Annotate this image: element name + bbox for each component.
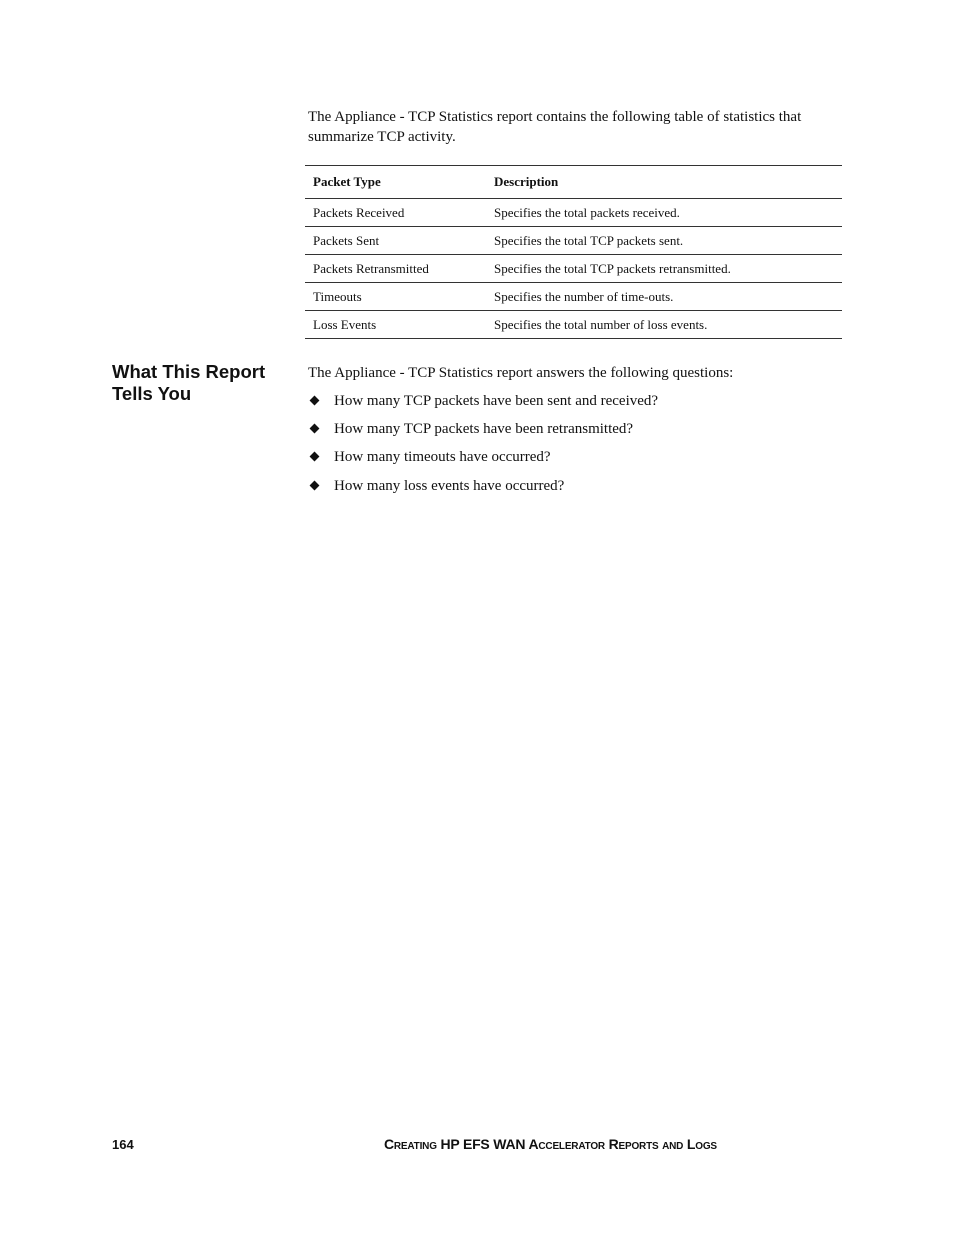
list-item-text: How many TCP packets have been sent and received?	[334, 393, 659, 409]
list-item	[308, 476, 838, 504]
intro-paragraph: The Appliance - TCP Statistics report contains the following table of statistics that summarize TCP activity.	[308, 109, 802, 145]
tcp-statistics-table	[305, 165, 842, 339]
table-row	[305, 227, 842, 255]
description-cell: Specifies the number of time-outs.	[494, 288, 674, 304]
diamond-bullet-icon	[310, 424, 320, 434]
diamond-bullet-icon	[310, 481, 320, 491]
page-number: 164	[112, 1137, 134, 1152]
description-cell: Specifies the total packets received.	[494, 204, 680, 220]
header-packet-type: Packet Type	[313, 174, 381, 189]
packet-type-cell: Packets Sent	[313, 232, 380, 248]
list-item	[308, 447, 838, 475]
list-item	[308, 419, 838, 447]
table-row	[305, 199, 842, 227]
description-cell: Specifies the total TCP packets sent.	[494, 232, 684, 248]
list-item	[308, 391, 838, 419]
packet-type-cell: Packets Retransmitted	[313, 260, 429, 276]
packet-type-cell: Timeouts	[313, 288, 362, 304]
packet-type-cell: Loss Events	[313, 316, 377, 332]
questions-list	[308, 391, 838, 504]
table-header-row	[305, 166, 842, 199]
header-description: Description	[494, 174, 559, 189]
diamond-bullet-icon	[310, 396, 320, 406]
list-item-text: How many loss events have occurred?	[334, 478, 565, 494]
description-cell: Specifies the total TCP packets retransmitted.	[494, 260, 731, 276]
table-row	[305, 311, 842, 339]
section-heading: What This Report Tells You	[112, 361, 266, 404]
packet-type-cell: Packets Received	[313, 204, 405, 220]
running-footer-title: Creating HP EFS WAN Accelerator Reports and Logs	[384, 1136, 717, 1152]
section-lead-paragraph: The Appliance - TCP Statistics report answers the following questions:	[308, 365, 734, 381]
table-row	[305, 283, 842, 311]
list-item-text: How many TCP packets have been retransmitted?	[334, 421, 634, 437]
diamond-bullet-icon	[310, 452, 320, 462]
list-item-text: How many timeouts have occurred?	[334, 449, 551, 465]
table-row	[305, 255, 842, 283]
description-cell: Specifies the total number of loss events.	[494, 316, 708, 332]
